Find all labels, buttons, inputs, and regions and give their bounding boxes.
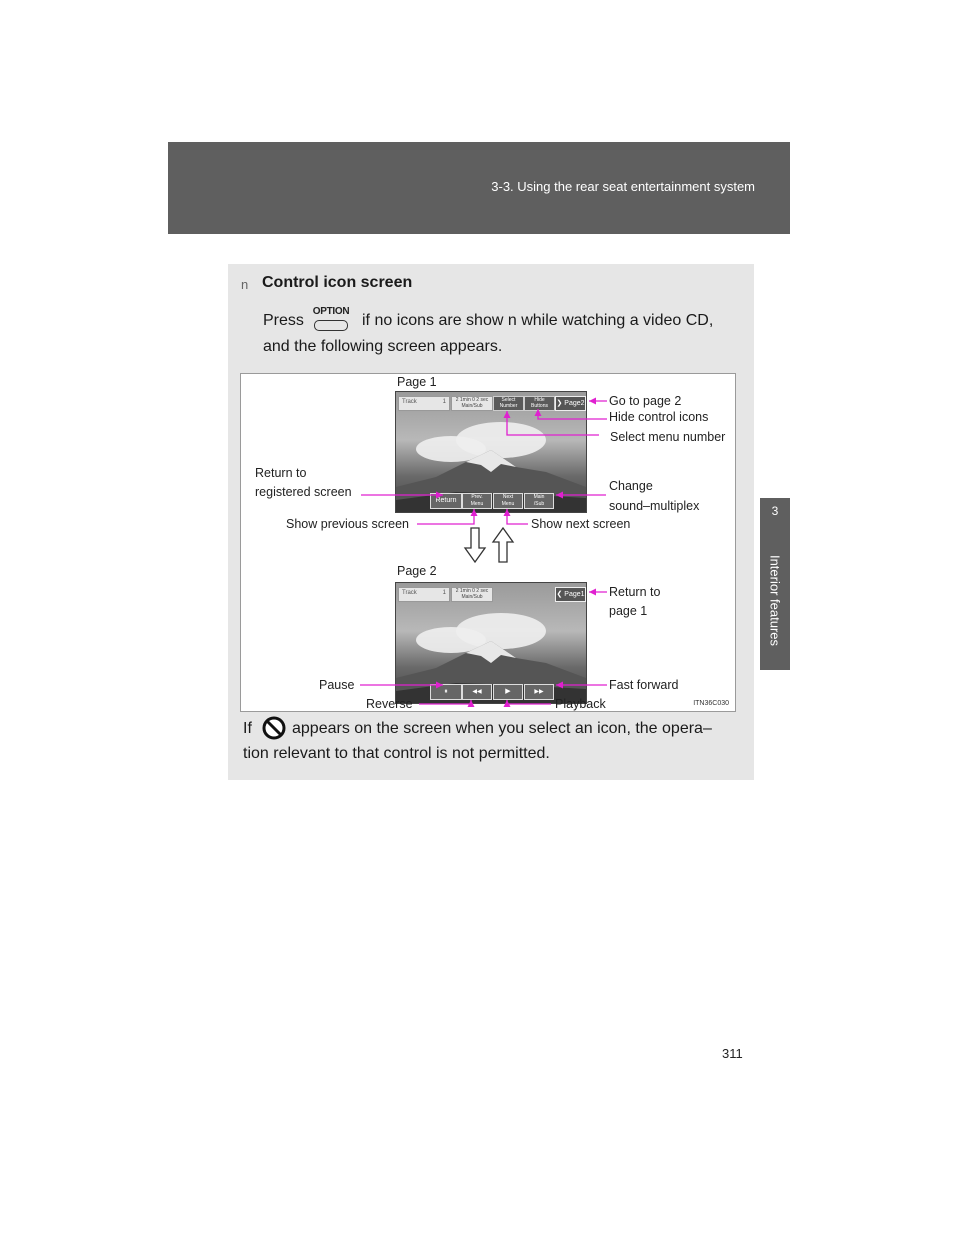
callout-pause: Pause [319,678,355,692]
page2-button-label: Page2 [564,400,585,407]
callout-page1: page 1 [609,604,648,618]
reverse-button[interactable]: ◀◀ [462,684,492,700]
next-menu-line1: Next [502,494,514,500]
figure-code: ITN36C030 [693,700,729,707]
arrowhead-icon [504,509,511,516]
instruction-press: Press [263,312,304,329]
callout-fast-forward: Fast forward [609,678,679,692]
callout-sound-multiplex: sound–multiplex [609,499,700,513]
arrowhead-icon [504,411,511,418]
leader-playback [507,700,551,704]
leader-reverse [419,700,471,704]
page-number: 311 [722,1046,743,1061]
callout-playback: Playback [555,697,606,711]
time-line1: 2 1min 0 2 sec [455,397,489,403]
section-title: Control icon screen [262,274,413,291]
page1-label: Page 1 [397,375,437,389]
arrowhead-icon [471,509,478,516]
button-outline-icon [314,320,348,331]
note-if: If [243,720,252,737]
arrowhead-icon [436,682,443,689]
track-label: Track [402,399,417,405]
page-header [168,142,790,234]
play-button[interactable]: ▶ [493,684,523,700]
callout-show-previous: Show previous screen [286,517,409,531]
option-button-icon [310,306,352,334]
callout-show-next: Show next screen [531,517,631,531]
hide-buttons-line1: Hide [534,397,545,403]
callout-return-to-2: Return to [609,585,661,599]
chevron-left-icon: ❮ [556,591,565,598]
note-text: appears on the screen when you select an icon, the opera– [292,720,712,737]
prev-menu-line2: Menu [470,501,484,507]
instruction-text-line2: and the following screen appears. [263,338,503,355]
control-icon-figure [240,373,736,712]
arrowhead-icon [535,409,542,416]
arrowhead-icon [556,682,563,689]
option-label: OPTION [312,306,350,317]
chevron-right-icon: ❯ [556,400,565,407]
leader-show-previous [417,509,474,524]
select-number-line1: Select [501,397,516,403]
page-switch-arrows-icon [463,526,515,564]
section-breadcrumb: 3-3. Using the rear seat entertainment system [491,179,755,194]
prev-menu-line1: Prev. [471,494,483,500]
leader-select-menu-number [507,411,599,435]
page2-label: Page 2 [397,564,437,578]
return-button[interactable]: Return [430,493,462,509]
track-number: 1 [442,590,446,596]
next-menu-line2: Menu [501,501,515,507]
track-label: Track [402,590,417,596]
arrowhead-icon [436,492,443,499]
time-line1: 2 1min 0 2 sec [455,588,489,594]
select-number-line2: Number [499,403,518,409]
arrowhead-icon [589,589,596,596]
callout-change: Change [609,479,653,493]
hide-buttons-line2: Buttons [531,403,548,409]
callout-hide-control-icons: Hide control icons [609,410,709,424]
chapter-title: Interior features [767,554,783,647]
main-sub-line2: /Sub [533,501,545,507]
arrowhead-icon [589,398,596,405]
track-number: 1 [442,399,446,405]
time-line2: Main/Sub [461,403,483,409]
prohibited-icon [262,716,286,740]
pause-button[interactable]: ⏸ [430,684,462,700]
bullet-marker: n [241,277,249,292]
callout-go-to-page2: Go to page 2 [609,394,682,408]
chapter-tab [760,498,790,670]
page1-button-label: Page1 [564,591,585,598]
callout-select-menu-number: Select menu number [610,430,726,444]
note-text-line2: tion relevant to that control is not permitted. [243,745,550,762]
callout-registered-screen: registered screen [255,485,352,499]
leader-hide-control-icons [538,409,607,419]
leader-show-next [507,509,528,524]
chapter-number: 3 [771,504,779,518]
main-sub-line1: Main [533,494,545,500]
time-line2: Main/Sub [461,594,483,600]
callout-reverse: Reverse [366,697,413,711]
fast-forward-button[interactable]: ▶▶ [524,684,554,700]
callout-return-to-1: Return to [255,466,307,480]
arrowhead-icon [556,492,563,499]
instruction-text: if no icons are show n while watching a video CD, [362,312,714,329]
